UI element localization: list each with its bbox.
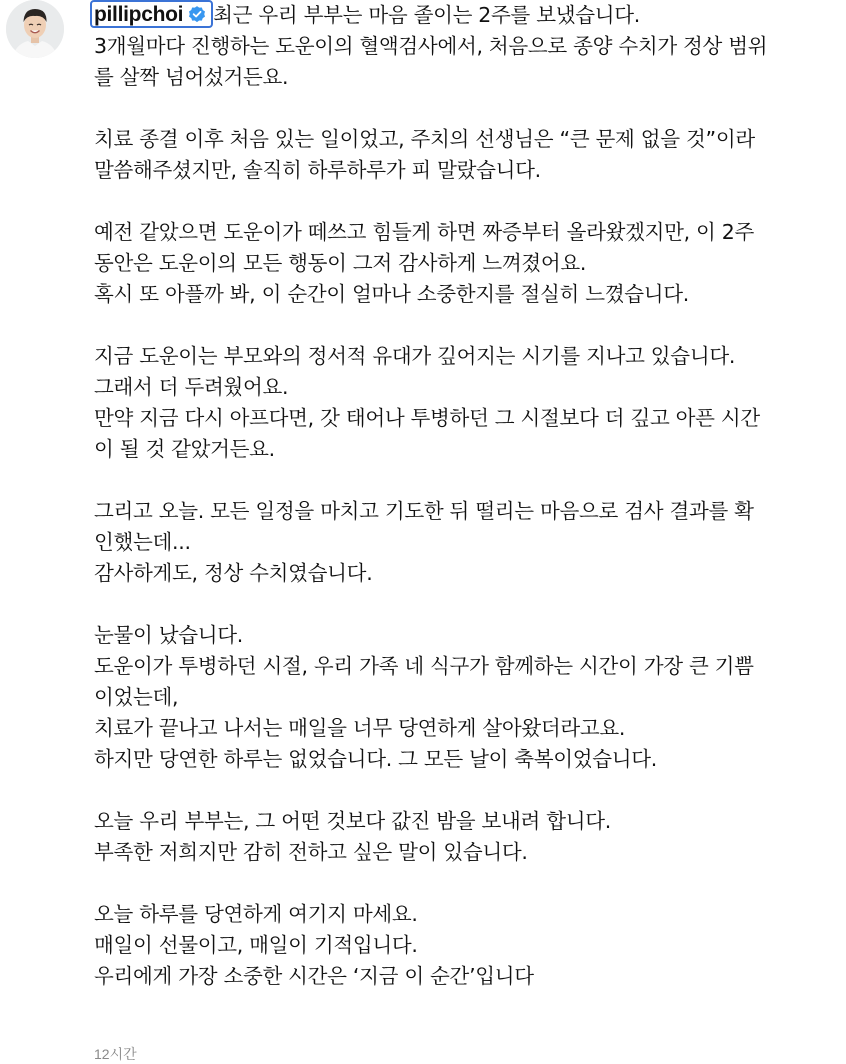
caption-line: 치료가 끝나고 나서는 매일을 너무 당연하게 살아왔더라고요.: [94, 716, 626, 740]
caption-paragraph: [94, 806, 846, 868]
caption-paragraph: [94, 496, 846, 589]
caption-paragraph: [94, 217, 846, 310]
caption-line: 예전 같았으면 도운이가 떼쓰고 힘들게 하면 짜증부터 올라왔겠지만, 이 2주: [94, 220, 754, 244]
caption-text: 최근 우리 부부는 마음 졸이는 2주를 보냈습니다.: [213, 3, 640, 27]
caption-line: 를 살짝 넘어섰거든요.: [94, 65, 289, 89]
caption-line: 3개월마다 진행하는 도운이의 혈액검사에서, 처음으로 종양 수치가 정상 범위: [94, 34, 768, 58]
caption-line: 인했는데...: [94, 530, 191, 554]
avatar[interactable]: [6, 0, 64, 58]
username-link[interactable]: [90, 0, 213, 28]
caption-line: 오늘 우리 부부는, 그 어떤 것보다 값진 밤을 보내려 합니다.: [94, 809, 611, 833]
caption-line: 치료 종결 이후 처음 있는 일이었고, 주치의 선생님은 “큰 문제 없을 것”이라: [94, 127, 755, 151]
caption-line: 매일이 선물이고, 매일이 기적입니다.: [94, 933, 418, 957]
caption-line: 도운이가 투병하던 시절, 우리 가족 네 식구가 함께하는 시간이 가장 큰 기쁨: [94, 654, 754, 678]
verified-badge-icon: [187, 4, 207, 24]
caption-line: 이었는데,: [94, 685, 179, 709]
caption-line: 동안은 도운이의 모든 행동이 그저 감사하게 느껴졌어요.: [94, 251, 587, 275]
profile-avatar: [6, 0, 64, 58]
caption-line: 만약 지금 다시 아프다면, 갓 태어나 투병하던 그 시절보다 더 깊고 아픈 시간: [94, 406, 760, 430]
caption-paragraph: [94, 0, 846, 93]
caption-line: 이 될 것 같았거든요.: [94, 437, 275, 461]
caption-line: 말씀해주셨지만, 솔직히 하루하루가 피 말랐습니다.: [94, 158, 541, 182]
caption-first-line: [94, 0, 846, 31]
caption-line: 혹시 또 아플까 봐, 이 순간이 얼마나 소중한지를 절실히 느꼈습니다.: [94, 282, 689, 306]
username: pillipchoi: [94, 2, 184, 26]
caption-line: 그리고 오늘. 모든 일정을 마치고 기도한 뒤 떨리는 마음으로 검사 결과를 확: [94, 499, 754, 523]
caption-line: 눈물이 났습니다.: [94, 623, 243, 647]
caption-line: 지금 도운이는 부모와의 정서적 유대가 깊어지는 시기를 지나고 있습니다.: [94, 344, 736, 368]
post-timestamp[interactable]: 12시간: [94, 1046, 137, 1062]
caption-paragraph: [94, 620, 846, 775]
post-caption: [94, 0, 846, 1023]
caption-line: 오늘 하루를 당연하게 여기지 마세요.: [94, 902, 418, 926]
caption-line: 감사하게도, 정상 수치였습니다.: [94, 561, 373, 585]
caption-paragraph: [94, 124, 846, 186]
caption-line: 부족한 저희지만 감히 전하고 싶은 말이 있습니다.: [94, 840, 528, 864]
caption-line: 하지만 당연한 하루는 없었습니다. 그 모든 날이 축복이었습니다.: [94, 747, 658, 771]
caption-paragraph: [94, 899, 846, 992]
caption-paragraph: [94, 341, 846, 465]
caption-line: 우리에게 가장 소중한 시간은 ‘지금 이 순간’입니다: [94, 964, 534, 988]
caption-line: 그래서 더 두려웠어요.: [94, 375, 289, 399]
